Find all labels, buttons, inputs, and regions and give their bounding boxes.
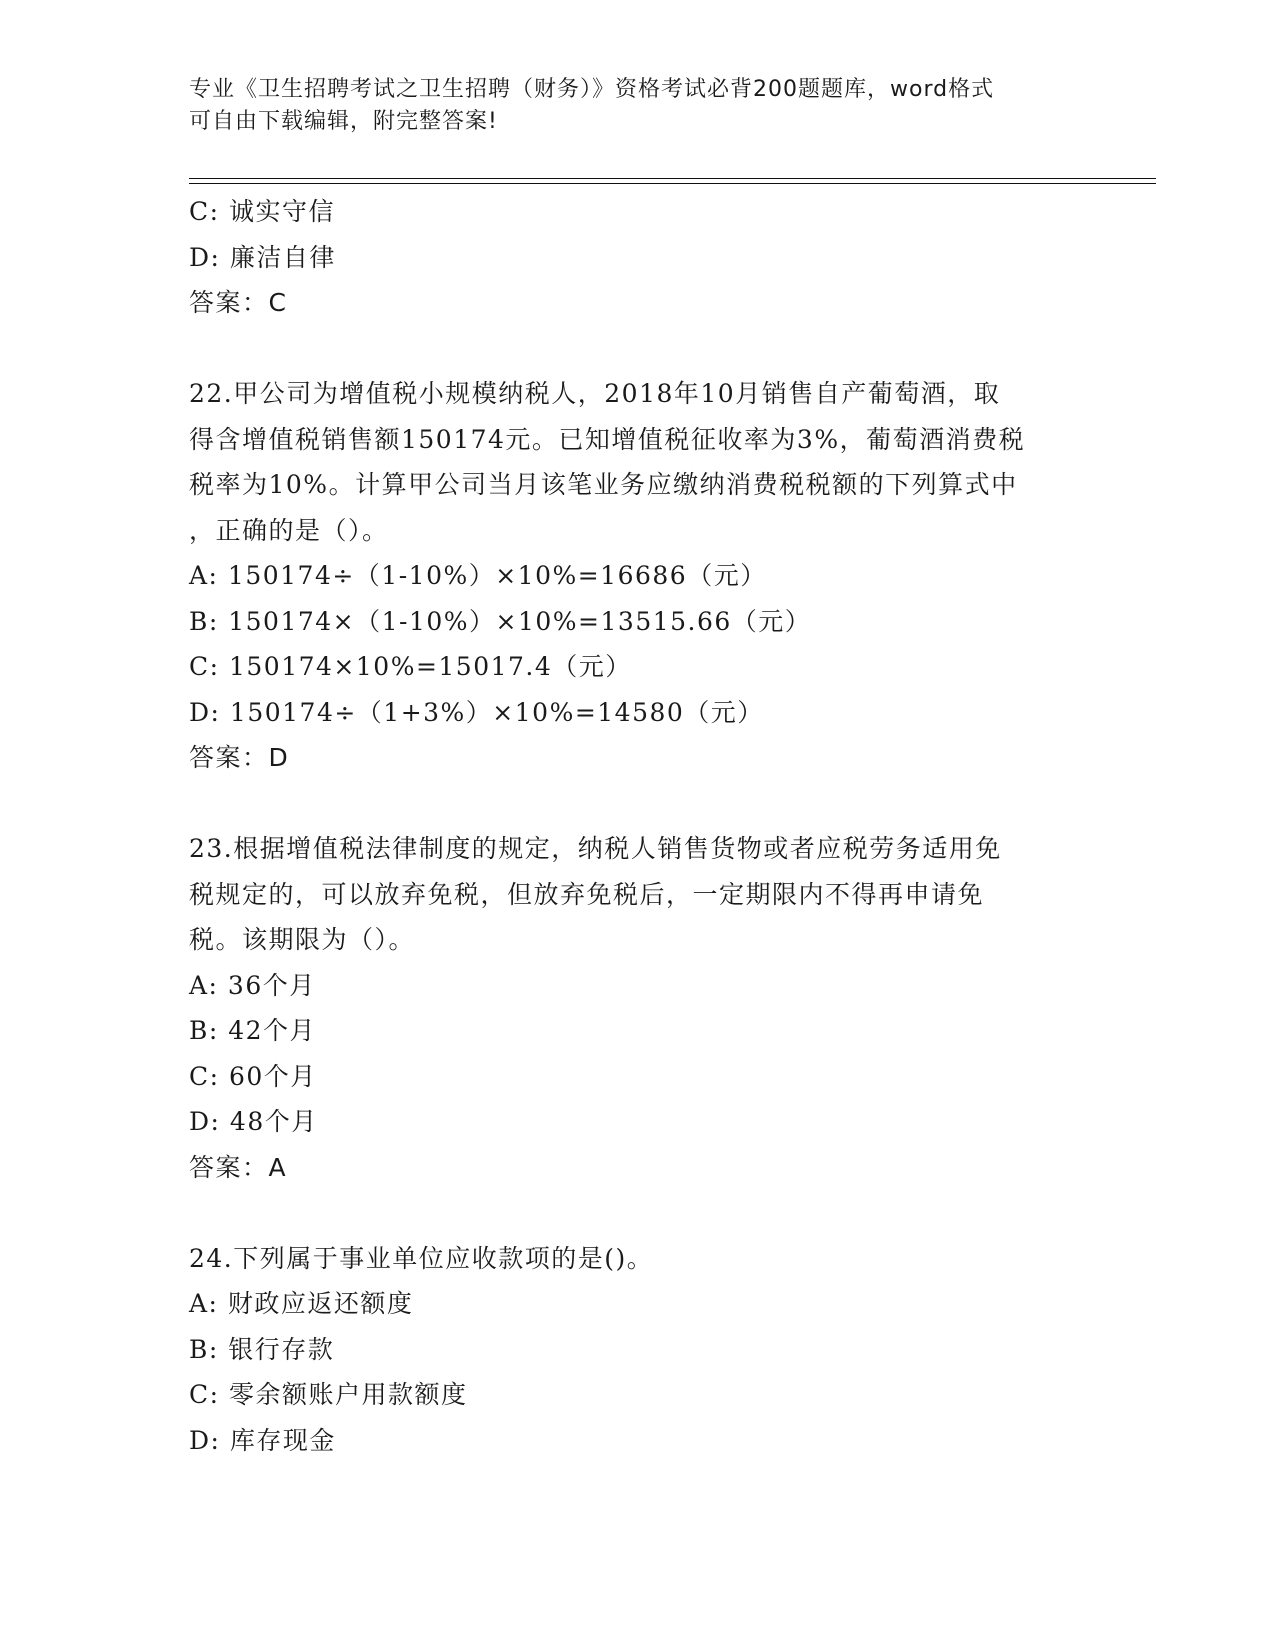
- q23-stem-line-1: 23.根据增值税法律制度的规定，纳税人销售货物或者应税劳务适用免: [189, 834, 1002, 863]
- q21-answer: 答案：C: [189, 288, 288, 317]
- q23-option-c: C: 60个月: [189, 1061, 317, 1091]
- header-title-line-2: 可自由下载编辑，附完整答案!: [189, 109, 498, 134]
- question-24: [189, 1236, 1089, 1464]
- q23-stem-line-2: 税规定的，可以放弃免税，但放弃免税后，一定期限内不得再申请免: [189, 879, 985, 909]
- q22-option-b: B: 150174×（1-10%）×10%=13515.66（元）: [189, 606, 812, 636]
- q23-option-a: A: 36个月: [189, 970, 316, 1000]
- q22-answer: 答案：D: [189, 743, 290, 772]
- q24-option-a: A: 财政应返还额度: [189, 1289, 414, 1318]
- q23-stem-line-3: 税。该期限为（）。: [189, 925, 416, 954]
- spacer: [189, 326, 1089, 372]
- header-rule-bottom: [189, 183, 1156, 184]
- header-rule-top: [189, 178, 1156, 179]
- q24-stem-line-1: 24.下列属于事业单位应收款项的是()。: [189, 1243, 654, 1273]
- q24-option-b: B: 银行存款: [189, 1334, 335, 1364]
- q21-option-c: C: 诚实守信: [189, 197, 335, 226]
- spacer: [189, 1190, 1089, 1236]
- q22-option-c: C: 150174×10%=15017.4（元）: [189, 652, 632, 681]
- question-22: [189, 371, 1089, 781]
- q22-stem-line-3: 税率为10%。计算甲公司当月该笔业务应缴纳消费税税额的下列算式中: [189, 470, 1018, 499]
- question-23: [189, 826, 1089, 1190]
- q21-option-d: D: 廉洁自律: [189, 242, 336, 272]
- document-header: [189, 74, 1089, 138]
- question-21-tail: [189, 189, 1089, 326]
- q23-option-d: D: 48个月: [189, 1107, 318, 1136]
- q22-stem-line-1: 22.甲公司为增值税小规模纳税人，2018年10月销售自产葡萄酒，取: [189, 379, 1001, 408]
- q22-stem-line-4: ，正确的是（）。: [189, 515, 389, 545]
- q22-option-a: A: 150174÷（1-10%）×10%=16686（元）: [189, 561, 767, 590]
- q23-option-b: B: 42个月: [189, 1016, 317, 1045]
- q24-option-c: C: 零余额账户用款额度: [189, 1380, 468, 1409]
- q24-option-d: D: 库存现金: [189, 1425, 336, 1455]
- spacer: [189, 781, 1089, 827]
- q22-stem-line-2: 得含增值税销售额150174元。已知增值税征收率为3%，葡萄酒消费税: [189, 424, 1026, 454]
- q22-option-d: D: 150174÷（1+3%）×10%=14580（元）: [189, 697, 764, 727]
- header-title-line-1: 专业《卫生招聘考试之卫生招聘（财务）》资格考试必背200题题库，word格式: [189, 77, 995, 102]
- q23-answer: 答案：A: [189, 1152, 288, 1182]
- document-body: [189, 189, 1089, 1463]
